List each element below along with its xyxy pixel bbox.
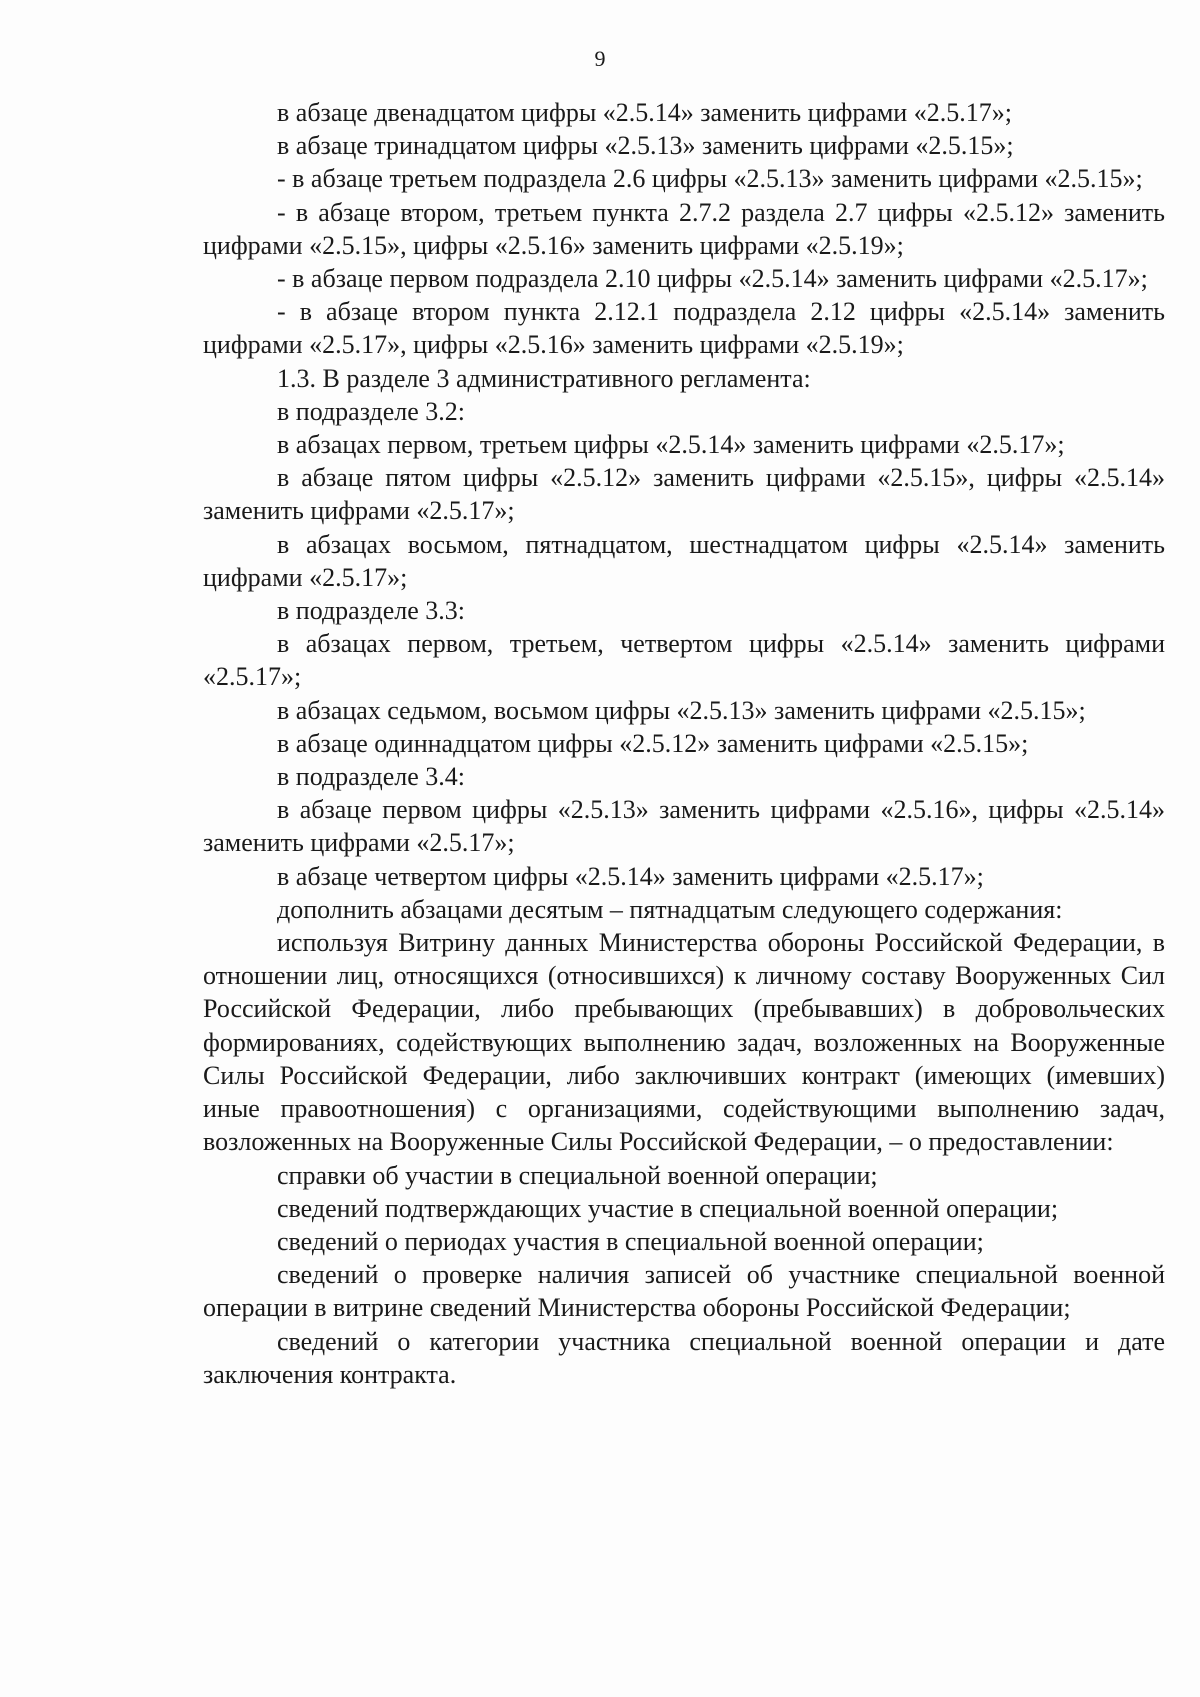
paragraph: в абзаце четвертом цифры «2.5.14» заменить цифрами «2.5.17»;	[277, 861, 984, 891]
paragraph: используя Витрину данных Министерства обороны Российской Федерации, в отношении лиц, относящихся (относившихся) к личному составу Вооруженных Сил Российской Федерации, либо пребывающих (пребывавших) в добровольческих формированиях, содействующих выполнению задач, возложенных на Вооруженные Силы Российской Федерации, либо заключивших контракт (имеющих (имевших) иные правоотношения) с организациями, содействующими выполнению задач, возложенных на Вооруженные Силы Российской Федерации, – о предоставлении:	[203, 928, 1165, 1157]
page-number: 9	[594, 46, 606, 71]
paragraph: сведений о проверке наличия записей об участнике специальной военной операции в витрине сведений Министерства обороны Российской Федерации;	[203, 1260, 1165, 1323]
paragraph: - в абзаце втором, третьем пункта 2.7.2 раздела 2.7 цифры «2.5.12» заменить цифрами «2.5.15», цифры «2.5.16» заменить цифрами «2.5.19»;	[203, 197, 1165, 260]
paragraph: в абзацах седьмом, восьмом цифры «2.5.13» заменить цифрами «2.5.15»;	[277, 695, 1086, 725]
paragraph: в абзацах первом, третьем цифры «2.5.14» заменить цифрами «2.5.17»;	[277, 430, 1065, 460]
paragraph: в абзацах первом, третьем, четвертом цифры «2.5.14» заменить цифрами «2.5.17»;	[203, 629, 1165, 692]
paragraph: в абзаце двенадцатом цифры «2.5.14» заменить цифрами «2.5.17»;	[277, 98, 1012, 127]
paragraph: в абзаце тринадцатом цифры «2.5.13» заменить цифрами «2.5.15»;	[277, 131, 1014, 161]
paragraph: в абзаце первом цифры «2.5.13» заменить цифрами «2.5.16», цифры «2.5.14» заменить цифрами «2.5.17»;	[203, 795, 1165, 858]
document-body	[203, 96, 1165, 1391]
paragraph: сведений о категории участника специальной военной операции и дате заключения контракта.	[203, 1326, 1165, 1389]
paragraph: в абзацах восьмом, пятнадцатом, шестнадцатом цифры «2.5.14» заменить цифрами «2.5.17»;	[203, 529, 1165, 592]
paragraph: сведений подтверждающих участие в специальной военной операции;	[277, 1193, 1059, 1223]
paragraph: в подразделе 3.4:	[277, 762, 466, 792]
paragraph: - в абзаце втором пункта 2.12.1 подраздела 2.12 цифры «2.5.14» заменить цифрами «2.5.17», цифры «2.5.16» заменить цифрами «2.5.19»;	[203, 297, 1165, 360]
paragraph: - в абзаце третьем подраздела 2.6 цифры «2.5.13» заменить цифрами «2.5.15»;	[277, 164, 1143, 194]
paragraph: 1.3. В разделе 3 административного регламента:	[277, 363, 811, 393]
paragraph: справки об участии в специальной военной операции;	[277, 1160, 878, 1190]
paragraph: сведений о периодах участия в специальной военной операции;	[277, 1226, 984, 1256]
paragraph: дополнить абзацами десятым – пятнадцатым следующего содержания:	[277, 894, 1063, 924]
paragraph: в абзаце одиннадцатом цифры «2.5.12» заменить цифрами «2.5.15»;	[277, 728, 1029, 758]
paragraph: в абзаце пятом цифры «2.5.12» заменить цифрами «2.5.15», цифры «2.5.14» заменить цифрами «2.5.17»;	[203, 463, 1165, 526]
paragraph: - в абзаце первом подраздела 2.10 цифры «2.5.14» заменить цифрами «2.5.17»;	[277, 264, 1148, 294]
paragraph: в подразделе 3.3:	[277, 596, 466, 626]
paragraph: в подразделе 3.2:	[277, 396, 466, 426]
